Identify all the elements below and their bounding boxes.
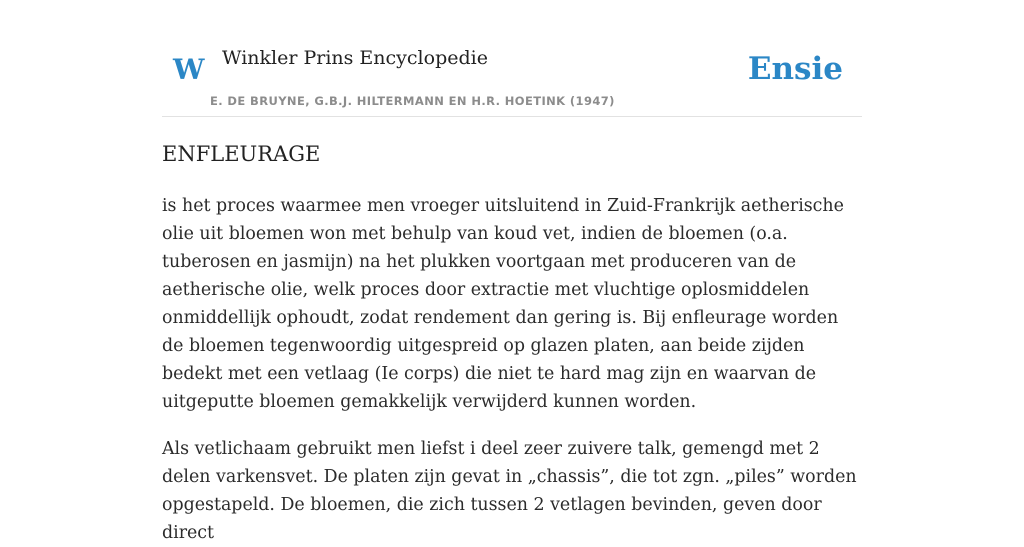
article-paragraph: Als vetlichaam gebruikt men liefst i deel zeer zuivere talk, gemengd met 2 delen varkensvet. De platen zijn gevat in „chassis”, die tot zgn. „piles” worden opgestapeld. De bloemen, die zich tussen 2 vetlagen bevinden, geven door direct [162, 439, 857, 543]
brand-logo[interactable]: Ensie [747, 51, 843, 87]
source-title[interactable]: Winkler Prins Encyclopedie [222, 47, 488, 69]
source-authors: E. DE BRUYNE, G.B.J. HILTERMANN EN H.R. HOETINK (1947) [210, 94, 615, 108]
source-header [162, 0, 862, 117]
article-title: ENFLEURAGE [162, 142, 321, 166]
article-paragraph: is het proces waarmee men vroeger uitsluitend in Zuid-Frankrijk aetherische olie uit bloemen won met behulp van koud vet, indien de bloemen (o.a. tuberosen en jasmijn) na het plukken voortgaan met produceren van de aetherische olie, welk proces door extractie met vluchtige oplosmiddelen onmiddellijk ophoudt, zodat rendement dan gering is. Bij enfleurage worden de bloemen tegenwoordig uitgespreid op glazen platen, aan beide zijden bedekt met een vetlaag (Ie corps) die niet te hard mag zijn en waarvan de uitgeputte bloemen gemakkelijk verwijderd kunnen worden. [162, 196, 844, 412]
source-logo[interactable]: W [173, 53, 205, 86]
article [162, 138, 862, 547]
